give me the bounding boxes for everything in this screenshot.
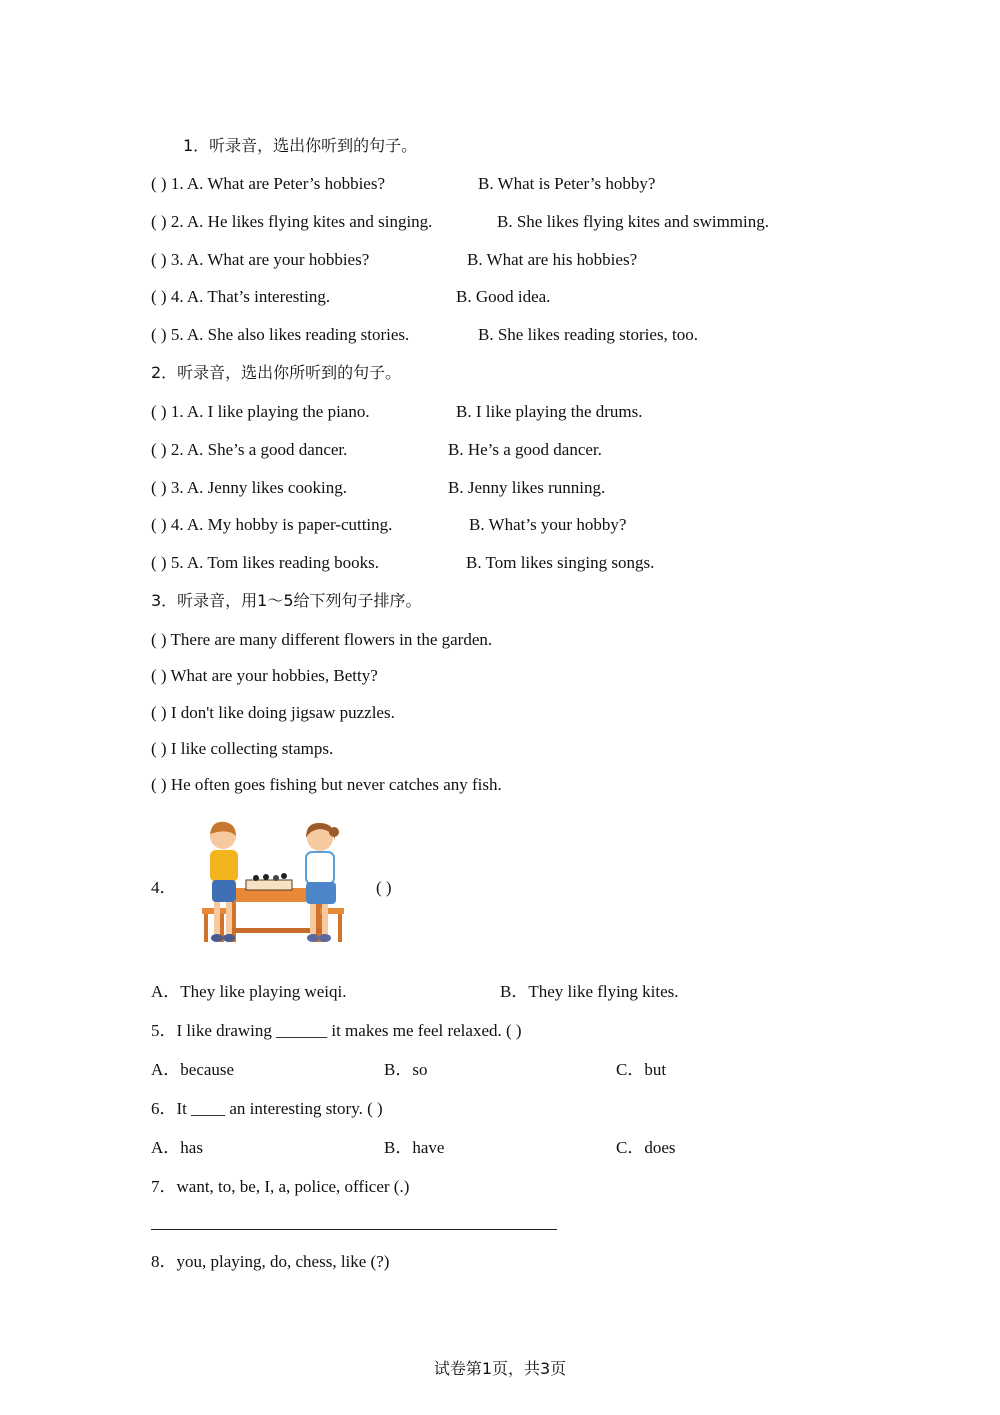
- q8-stem: 8．you, playing, do, chess, like (?): [151, 1252, 390, 1271]
- s1-item5-b: B. She likes reading stories, too.: [478, 325, 699, 344]
- s2-item5-a: ( ) 5. A. Tom likes reading books.: [151, 553, 379, 572]
- s1-item2-b: B. She likes flying kites and swimming.: [497, 212, 769, 231]
- s1-item4-a: ( ) 4. A. That’s interesting.: [151, 287, 331, 306]
- s1-item4-b: B. Good idea.: [456, 287, 551, 306]
- section2-title: 2．听录音，选出你所听到的句子。: [151, 363, 402, 382]
- page-footer: 试卷第1页，共3页: [433, 1359, 567, 1378]
- section1-title: 1．听录音，选出你听到的句子。: [183, 136, 418, 155]
- q4-answer-paren: ( ): [376, 878, 392, 897]
- s1-item3-a: ( ) 3. A. What are your hobbies?: [151, 250, 370, 269]
- q5-option-c: C．but: [616, 1060, 667, 1079]
- s2-item4-a: ( ) 4. A. My hobby is paper-cutting.: [151, 515, 393, 534]
- s1-item5-a: ( ) 5. A. She also likes reading stories.: [151, 325, 410, 344]
- q4-number: 4．: [151, 878, 177, 897]
- s1-item3-b: B. What are his hobbies?: [467, 250, 638, 269]
- s3-item2: ( ) What are your hobbies, Betty?: [151, 666, 378, 685]
- s3-item4: ( ) I like collecting stamps.: [151, 739, 334, 758]
- q6-stem: 6．It ____ an interesting story. ( ): [151, 1099, 383, 1118]
- s2-item3-a: ( ) 3. A. Jenny likes cooking.: [151, 478, 347, 497]
- s2-item3-b: B. Jenny likes running.: [448, 478, 606, 497]
- q5-option-b: B．so: [384, 1060, 428, 1079]
- q6-option-a: A．has: [151, 1138, 203, 1157]
- s2-item2-b: B. He’s a good dancer.: [448, 440, 602, 459]
- q5-stem: 5．I like drawing ______ it makes me feel relaxed. ( ): [151, 1021, 522, 1040]
- s3-item3: ( ) I don't like doing jigsaw puzzles.: [151, 703, 395, 722]
- section3-title: 3．听录音，用1～5给下列句子排序。: [151, 591, 422, 610]
- s2-item2-a: ( ) 2. A. She’s a good dancer.: [151, 440, 348, 459]
- q7-stem: 7．want, to, be, I, a, police, officer (.): [151, 1177, 410, 1196]
- s2-item4-b: B. What’s your hobby?: [469, 515, 627, 534]
- q6-option-c: C．does: [616, 1138, 676, 1157]
- children-playing-chess-illustration: [198, 818, 348, 948]
- s2-item5-b: B. Tom likes singing songs.: [466, 553, 655, 572]
- s2-item1-b: B. I like playing the drums.: [456, 402, 643, 421]
- q4-option-a: A．They like playing weiqi.: [151, 982, 347, 1001]
- s1-item1-a: ( ) 1. A. What are Peter’s hobbies?: [151, 174, 385, 193]
- s2-item1-a: ( ) 1. A. I like playing the piano.: [151, 402, 370, 421]
- q6-option-b: B．have: [384, 1138, 445, 1157]
- q5-option-a: A．because: [151, 1060, 235, 1079]
- s3-item5: ( ) He often goes fishing but never catches any fish.: [151, 775, 502, 794]
- q7-answer-line[interactable]: [151, 1229, 557, 1230]
- s1-item1-b: B. What is Peter’s hobby?: [478, 174, 656, 193]
- s1-item2-a: ( ) 2. A. He likes flying kites and singing.: [151, 212, 433, 231]
- q4-option-b: B．They like flying kites.: [500, 982, 679, 1001]
- s3-item1: ( ) There are many different flowers in the garden.: [151, 630, 493, 649]
